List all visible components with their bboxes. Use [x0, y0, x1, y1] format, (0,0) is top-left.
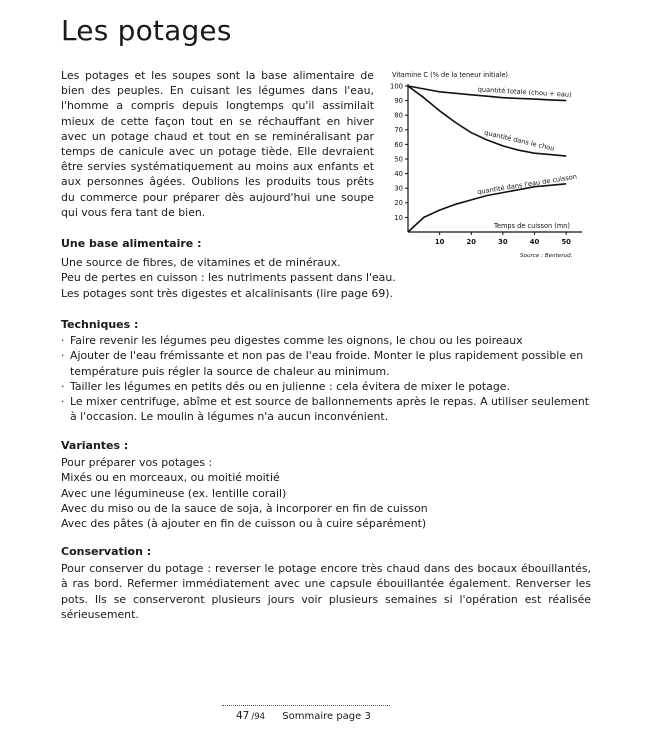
vitamin-c-chart	[384, 66, 589, 262]
bullet-mark: ·	[61, 349, 65, 363]
chart-y-tick-label: 50	[394, 155, 403, 164]
chart-series-label: quantité totale (chou + eau)	[477, 85, 572, 99]
variante-line: Avec une légumineuse (ex. lentille corail)	[61, 486, 287, 500]
section-heading-conservation: Conservation :	[61, 545, 152, 558]
chart-x-tick-label: 20	[466, 238, 477, 246]
list-item	[61, 394, 591, 425]
page-total: /94	[251, 712, 266, 722]
page-footer	[236, 710, 371, 722]
variante-line: Avec du miso ou de la sauce de soja, à incorporer en fin de cuisson	[61, 501, 428, 515]
chart-y-tick-label: 40	[394, 170, 403, 178]
chart-x-tick-label: 30	[498, 238, 508, 246]
list-item-text: Faire revenir les légumes peu digestes comme les oignons, le chou ou les poireaux	[70, 334, 523, 347]
chart-y-tick-label: 100	[390, 82, 403, 91]
base-text	[61, 255, 591, 301]
bullet-mark: ·	[61, 379, 65, 393]
chart-series-label: quantité dans le chou	[483, 128, 556, 153]
chart-y-tick-label: 10	[394, 213, 403, 222]
footer-divider	[222, 705, 390, 706]
base-line: Une source de fibres, de vitamines et de minéraux.	[61, 256, 341, 269]
chart-y-axis-label: Vitamine C (% de la teneur initiale)	[392, 71, 508, 79]
chart-x-axis-label: Temps de cuisson (mn)	[494, 222, 571, 230]
list-item-text: Tailler les légumes en petits dés ou en julienne : cela évitera de mixer le potage.	[70, 379, 510, 393]
section-heading-techniques: Techniques :	[61, 318, 139, 331]
chart-y-tick-label: 80	[394, 111, 403, 120]
page-title: Les potages	[61, 14, 232, 47]
chart-y-tick-label: 60	[394, 140, 403, 149]
page-number: 47	[236, 710, 250, 722]
summary-link[interactable]: Sommaire page 3	[282, 711, 371, 722]
variantes-text	[61, 455, 591, 531]
chart-source: Source : Benterud.	[520, 253, 573, 259]
chart-y-tick-label: 30	[394, 184, 403, 193]
section-heading-variantes: Variantes :	[61, 439, 129, 452]
chart-y-tick-label: 20	[394, 199, 403, 208]
section-heading-base: Une base alimentaire :	[61, 237, 202, 250]
variante-line: Avec des pâtes (à ajouter en fin de cuisson ou à cuire séparément)	[61, 517, 427, 531]
list-item-text: Le mixer centrifuge, abîme et est source de ballonnements après le repas. A utiliser seulement à l'occasion. Le moulin à légumes n'a aucun inconvénient.	[70, 395, 590, 424]
variante-line: Mixés ou en morceaux, ou moitié moitié	[61, 471, 280, 485]
chart-x-tick-label: 50	[561, 238, 571, 246]
bullet-mark: ·	[61, 395, 65, 409]
list-item	[61, 379, 591, 394]
chart-series-label: quantité dans l'eau de cuisson	[476, 172, 578, 197]
chart-x-tick-label: 40	[529, 238, 540, 246]
list-item	[61, 333, 591, 348]
techniques-list	[61, 333, 591, 425]
conservation-text: Pour conserver du potage : reverser le potage encore très chaud dans des bocaux ébouillantés, à ras bord. Refermer immédiatement avec une capsule ébouillantée également. Renverser les pots. Ils se conserveront plusieurs jours voir plusieurs semaines si l'opération est réalisée sérieusement.	[61, 562, 591, 621]
bullet-mark: ·	[61, 334, 65, 347]
chart-x-tick-label: 10	[434, 238, 445, 246]
chart-y-tick-label: 90	[394, 97, 403, 105]
variante-line: Pour préparer vos potages :	[61, 456, 213, 469]
list-item	[61, 348, 591, 379]
chart-series-group	[408, 85, 577, 232]
base-line: Les potages sont très digestes et alcalinisants (lire page 69).	[61, 286, 393, 300]
list-item-text: Ajouter de l'eau frémissante et non pas de l'eau froide. Monter le plus rapidement possible en température puis régler la source de chaleur au minimum.	[70, 349, 584, 378]
base-line: Peu de pertes en cuisson : les nutriments passent dans l'eau.	[61, 271, 396, 285]
intro-paragraph: Les potages et les soupes sont la base alimentaire de bien des peuples. En cuisant les légumes dans l'eau, l'homme a compris depuis longtemps qu'il assimilait mieux de cette façon tout en se réchauffant en hiver avec un potage chaud et tout en se reminéralisant par temps de canicule avec un potage tiède. Elle devraient être servies systématiquement au moins aux enfants et aux personnes âgées. Oublions les produits tous prêts du commerce pour préparer dès aujourd'hui une soupe qui vous fera tant de bien.	[61, 69, 374, 219]
chart-y-tick-label: 70	[394, 126, 403, 135]
